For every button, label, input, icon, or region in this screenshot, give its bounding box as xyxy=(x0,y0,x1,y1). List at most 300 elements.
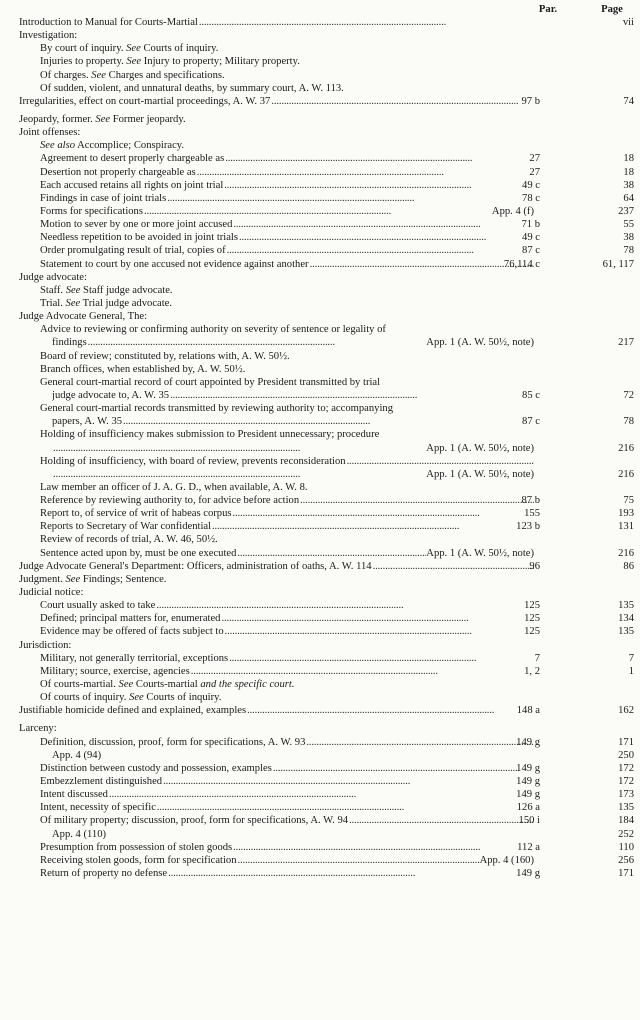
dot-leader xyxy=(156,599,534,612)
entry-label: Judge Advocate General's Department: Officers, administration of oaths, A. W. 114 xyxy=(19,560,372,572)
entry-label: Motion to sever by one or more joint accused xyxy=(40,219,233,231)
entry-heading xyxy=(40,801,156,814)
entry-text xyxy=(40,801,534,814)
page-number: 61, 117 xyxy=(602,258,634,270)
paragraph-number: 49 c xyxy=(522,179,540,191)
index-entry xyxy=(0,749,640,762)
page-number: 72 xyxy=(623,389,634,401)
page-number: 216 xyxy=(618,468,634,480)
see-reference: See xyxy=(95,113,111,125)
dot-leader xyxy=(239,231,534,244)
entry-label: Statement to court by one accused not evidence against another xyxy=(40,258,309,270)
entry-heading xyxy=(19,722,57,735)
entry-heading xyxy=(40,402,393,415)
entry-label: Review of records of trial, A. W. 46, 50½. xyxy=(40,534,218,546)
dot-leader xyxy=(247,704,534,717)
entry-text xyxy=(40,652,534,665)
index-entry xyxy=(0,402,640,415)
index-entry xyxy=(0,507,640,520)
page-number: 172 xyxy=(618,762,634,774)
entry-heading xyxy=(40,376,380,389)
entry-heading xyxy=(40,814,348,827)
entry-heading xyxy=(52,415,122,428)
index-entry xyxy=(0,736,640,749)
index-entry xyxy=(0,95,640,108)
entry-label: By court of inquiry. xyxy=(40,43,127,55)
index-entry xyxy=(0,139,640,152)
dot-leader xyxy=(88,336,427,349)
entry-label: Holding of insufficiency, with board of review, prevents reconsideration xyxy=(40,455,346,467)
page-number: 172 xyxy=(618,776,634,788)
paragraph-number: 149 g xyxy=(516,789,540,801)
paragraph-number: 125 xyxy=(524,626,540,638)
paragraph-number: 49 c xyxy=(522,232,540,244)
entry-heading xyxy=(40,841,232,854)
entry-label: Reference by reviewing authority to, for advice before action xyxy=(40,495,300,507)
entry-text xyxy=(40,612,534,625)
index-entry xyxy=(0,533,640,546)
entry-heading xyxy=(19,271,87,284)
page-number: 64 xyxy=(623,192,634,204)
dot-leader xyxy=(347,455,534,468)
entry-heading xyxy=(40,82,344,95)
paragraph-number: 27 xyxy=(529,166,540,178)
entry-text xyxy=(19,560,534,573)
entry-text xyxy=(19,639,534,652)
reference-target: Findings; Sentence. xyxy=(80,573,167,585)
appendix-reference: App. 4 (160) xyxy=(479,854,534,866)
paragraph-number: 125 xyxy=(524,600,540,612)
entry-text xyxy=(19,95,534,108)
entry-heading xyxy=(19,586,83,599)
entry-text xyxy=(40,55,534,68)
entry-heading xyxy=(19,573,166,586)
entry-label: Order promulgating result of trial, copies of xyxy=(40,245,226,257)
entry-heading xyxy=(19,310,147,323)
page-number: 256 xyxy=(618,854,634,866)
entry-label: Report to, of service of writ of habeas corpus xyxy=(40,508,232,520)
entry-text xyxy=(19,126,534,139)
dot-leader xyxy=(157,801,534,814)
paragraph-number: 27 xyxy=(529,153,540,165)
paragraph-number: 87 c xyxy=(522,245,540,257)
index-entry xyxy=(0,775,640,788)
entry-text xyxy=(40,363,534,376)
entry-label: Each accused retains all rights on joint trial xyxy=(40,179,224,191)
page-number: 134 xyxy=(618,613,634,625)
entry-text xyxy=(40,192,534,205)
entry-heading xyxy=(19,560,372,573)
index-entry xyxy=(0,678,640,691)
dot-leader xyxy=(227,244,534,257)
dot-leader xyxy=(168,867,534,880)
entry-text xyxy=(19,113,534,126)
appendix-reference: App. 1 (A. W. 50½, note) xyxy=(426,442,534,454)
entry-text xyxy=(19,310,534,323)
entry-text xyxy=(40,762,534,775)
entry-heading xyxy=(40,42,218,55)
entry-heading xyxy=(40,350,290,363)
index-entry xyxy=(0,841,640,854)
dot-leader xyxy=(229,652,534,665)
entry-label: Definition, discussion, proof, form for specifications, A. W. 93 xyxy=(40,736,306,748)
index-entry xyxy=(0,599,640,612)
entry-label: Holding of insufficiency makes submission to President unnecessary; procedure xyxy=(40,429,380,441)
entry-heading xyxy=(40,231,238,244)
entry-label: Introduction to Manual for Courts-Martial xyxy=(19,17,198,28)
entry-text xyxy=(40,231,534,244)
see-reference: See xyxy=(126,56,142,68)
entry-heading xyxy=(19,126,80,139)
index-entry xyxy=(0,625,640,638)
entry-heading xyxy=(40,192,166,205)
index-entry xyxy=(0,560,640,573)
entry-text xyxy=(40,841,534,854)
entry-heading xyxy=(40,363,245,376)
entry-heading xyxy=(52,389,169,402)
entry-text xyxy=(40,599,534,612)
entry-label: Board of review; constituted by, relations with, A. W. 50½. xyxy=(40,350,290,362)
page-number: 171 xyxy=(618,736,634,748)
entry-heading xyxy=(40,323,386,336)
appendix-reference: App. 4 (94) xyxy=(52,749,102,761)
dot-leader xyxy=(233,218,534,231)
index-entry xyxy=(0,69,640,82)
entry-label: Intent, necessity of specific xyxy=(40,802,156,814)
index-entry xyxy=(0,665,640,678)
index-entry xyxy=(0,455,640,468)
dot-leader xyxy=(233,841,534,854)
entry-label: Return of property no defense xyxy=(40,868,168,879)
entry-heading xyxy=(40,652,228,665)
dot-leader xyxy=(144,205,492,218)
entry-heading xyxy=(40,55,300,68)
index-entry xyxy=(0,762,640,775)
dot-leader xyxy=(191,665,534,678)
reference-target: Courts-martial xyxy=(133,679,201,691)
entry-heading xyxy=(40,775,162,788)
entry-label: judge advocate to, A. W. 35 xyxy=(52,389,170,401)
entry-text xyxy=(40,218,534,231)
entry-heading xyxy=(19,95,270,108)
index-entry xyxy=(0,258,640,271)
entry-heading xyxy=(19,639,71,652)
entry-label: Court usually asked to take xyxy=(40,600,156,612)
dot-leader xyxy=(109,788,534,801)
entry-label: Defined; principal matters for, enumerated xyxy=(40,613,221,625)
entry-label: Presumption from possession of stolen goods xyxy=(40,841,233,853)
paragraph-number: 125 xyxy=(524,613,540,625)
entry-label: Agreement to desert properly chargeable as xyxy=(40,153,225,165)
index-entry xyxy=(0,520,640,533)
reference-target: Accomplice; Conspiracy. xyxy=(75,140,185,152)
entry-text xyxy=(40,507,534,520)
dot-leader xyxy=(224,179,534,192)
page-number: 74 xyxy=(623,95,634,107)
paragraph-number: 87 c xyxy=(522,416,540,428)
entry-heading xyxy=(19,704,246,717)
entry-heading xyxy=(40,762,272,775)
entry-text xyxy=(52,749,534,762)
entry-heading xyxy=(40,258,309,271)
entry-text xyxy=(19,704,534,717)
index-entry xyxy=(0,231,640,244)
page-number: 110 xyxy=(618,841,634,853)
page-number: 250 xyxy=(618,749,634,761)
index-entry xyxy=(0,152,640,165)
entry-text xyxy=(40,323,534,336)
entry-label: Jeopardy, former. xyxy=(19,113,96,125)
reference-target: Courts of inquiry. xyxy=(140,43,219,55)
entry-text xyxy=(40,179,534,192)
paragraph-number: 96 xyxy=(529,560,540,572)
see-reference: See xyxy=(129,692,144,704)
index-entry xyxy=(0,814,640,827)
index-entry xyxy=(0,310,640,323)
paragraph-number: 155 xyxy=(524,508,540,520)
entry-heading xyxy=(19,16,198,29)
entry-label: Distinction between custody and possession, examples xyxy=(40,762,272,774)
entry-label: Branch offices, when established by, A. W. 50½. xyxy=(40,363,246,375)
page-number: 38 xyxy=(623,232,634,244)
page-number: 135 xyxy=(618,600,634,612)
entry-label: General court-martial records transmitted by reviewing authority to; accompanying xyxy=(40,403,394,415)
index-entry xyxy=(0,801,640,814)
index-entry xyxy=(0,82,640,95)
paragraph-number: 78 c xyxy=(522,192,540,204)
index-entry xyxy=(0,192,640,205)
entry-text xyxy=(40,547,534,560)
entry-text xyxy=(52,442,534,455)
entry-heading xyxy=(40,520,211,533)
index-entry xyxy=(0,179,640,192)
entry-label: Irregularities, effect on court-martial proceedings, A. W. 37 xyxy=(19,95,271,107)
par-column-header: Par. xyxy=(538,4,558,15)
page-number: 237 xyxy=(618,205,634,217)
entry-heading xyxy=(40,625,224,638)
entry-heading xyxy=(19,113,186,126)
entry-heading xyxy=(40,507,232,520)
index-entry xyxy=(0,652,640,665)
index-entry xyxy=(0,389,640,402)
appendix-reference: App. 4 (f) xyxy=(491,205,534,217)
index-entry xyxy=(0,323,640,336)
page-number: 18 xyxy=(623,166,634,178)
entry-text xyxy=(19,271,534,284)
entry-heading xyxy=(40,179,223,192)
entry-heading xyxy=(40,678,295,691)
page-number: 135 xyxy=(618,802,634,814)
page-number: 18 xyxy=(623,153,634,165)
entry-text xyxy=(40,691,534,704)
dot-leader xyxy=(271,95,534,108)
entry-heading xyxy=(40,297,172,310)
index-entry xyxy=(0,586,640,599)
index-entry xyxy=(0,297,640,310)
entry-label: papers, A. W. 35 xyxy=(52,416,123,428)
entry-label: Military; source, exercise, agencies xyxy=(40,665,190,677)
entry-text xyxy=(40,166,534,179)
appendix-reference: App. 1 (A. W. 50½, note) xyxy=(426,468,534,480)
entry-heading xyxy=(40,494,299,507)
index-entry xyxy=(0,691,640,704)
index-entry xyxy=(0,113,640,126)
entry-text xyxy=(40,814,534,827)
entry-text xyxy=(40,350,534,363)
entry-label: findings xyxy=(52,337,87,349)
entry-text xyxy=(52,389,534,402)
paragraph-number: 149 g xyxy=(516,736,540,748)
entry-label: Of courts-martial. xyxy=(40,679,119,691)
paragraph-number: 150 i xyxy=(518,815,540,827)
entry-label: Reports to Secretary of War confidential xyxy=(40,521,212,533)
entry-heading xyxy=(40,205,143,218)
entry-text xyxy=(52,828,534,841)
entry-text xyxy=(19,586,534,599)
paragraph-number: 85 c xyxy=(522,389,540,401)
entry-label: Embezzlement distinguished xyxy=(40,776,163,788)
entry-label: Jurisdiction: xyxy=(19,639,72,651)
dot-leader xyxy=(163,775,534,788)
index-entry xyxy=(0,573,640,586)
page-number: 252 xyxy=(618,828,634,840)
entry-text xyxy=(40,788,534,801)
entry-heading xyxy=(40,139,184,152)
paragraph-number: 126 a xyxy=(516,802,540,814)
entry-label: Judge Advocate General, The: xyxy=(19,311,148,323)
page-number: 216 xyxy=(618,547,634,559)
entry-text xyxy=(40,736,534,749)
page-number: 216 xyxy=(618,442,634,454)
paragraph-number: 1, 2 xyxy=(524,665,540,677)
reference-target: Former jeopardy. xyxy=(110,113,186,125)
entry-text xyxy=(52,336,534,349)
paragraph-number: 97 b xyxy=(521,95,540,107)
index-entry xyxy=(0,55,640,68)
reference-target: Charges and specifications. xyxy=(106,69,225,81)
entry-label: Advice to reviewing or confirming authority on severity of sentence or legality of xyxy=(40,324,386,336)
entry-text xyxy=(40,520,534,533)
index-entry xyxy=(0,16,640,29)
page-number: 86 xyxy=(623,560,634,572)
appendix-reference: App. 4 (110) xyxy=(52,828,107,840)
page-number: 217 xyxy=(618,337,634,349)
index-entry xyxy=(0,639,640,652)
entry-heading xyxy=(40,166,196,179)
paragraph-number: 7 xyxy=(534,652,540,664)
paragraph-number: 149 g xyxy=(516,776,540,788)
entry-label: Intent discussed xyxy=(40,789,108,801)
dot-leader xyxy=(167,192,534,205)
page-number: 131 xyxy=(618,521,634,533)
appendix-reference: App. 1 (A. W. 50½, note) xyxy=(426,547,534,559)
entry-heading xyxy=(40,533,218,546)
entry-label: Justifiable homicide defined and explained, examples xyxy=(19,705,247,717)
entry-label: Of military property; discussion, proof, form for specifications, A. W. 94 xyxy=(40,815,349,827)
entry-label: Of courts of inquiry. xyxy=(40,692,130,704)
column-header xyxy=(0,3,640,16)
entry-label: Larceny: xyxy=(19,723,57,735)
index-entry xyxy=(0,42,640,55)
entry-heading xyxy=(40,244,226,257)
index-entry xyxy=(0,854,640,867)
entry-heading xyxy=(40,665,190,678)
paragraph-number: 148 a xyxy=(516,705,540,717)
dot-leader xyxy=(237,547,426,560)
entry-text xyxy=(40,42,534,55)
entry-text xyxy=(40,775,534,788)
index-entry xyxy=(0,218,640,231)
index-entry xyxy=(0,29,640,42)
entry-text xyxy=(40,152,534,165)
entry-heading xyxy=(19,29,77,42)
entry-label: Desertion not properly chargeable as xyxy=(40,166,196,178)
index-entry xyxy=(0,271,640,284)
dot-leader xyxy=(170,389,534,402)
reference-target: Courts of inquiry. xyxy=(143,692,222,704)
entry-heading xyxy=(40,599,155,612)
reference-target: Trial judge advocate. xyxy=(80,297,173,309)
paragraph-number: 149 g xyxy=(516,762,540,774)
entry-text xyxy=(40,494,534,507)
entry-heading xyxy=(40,218,232,231)
see-reference: See xyxy=(65,573,81,585)
page-number: vii xyxy=(622,17,634,28)
index-entry xyxy=(0,867,640,880)
reference-target: Injury to property; Military property. xyxy=(141,56,300,68)
entry-heading xyxy=(40,736,305,749)
entry-heading xyxy=(40,788,108,801)
dot-leader xyxy=(212,520,534,533)
index-entry xyxy=(0,166,640,179)
entry-label: Joint offenses: xyxy=(19,127,81,139)
entry-text xyxy=(52,415,534,428)
dot-leader xyxy=(123,415,534,428)
page-number: 1 xyxy=(628,665,634,677)
entry-label: Judicial notice: xyxy=(19,587,84,599)
page-number: 184 xyxy=(618,815,634,827)
entry-text xyxy=(40,533,534,546)
entry-label: Of charges. xyxy=(40,69,92,81)
dot-leader xyxy=(225,625,534,638)
index-entry xyxy=(0,126,640,139)
entry-text xyxy=(40,625,534,638)
entry-label: Law member an officer of J. A. G. D., when available, A. W. 8. xyxy=(40,481,308,493)
entry-label: Injuries to property. xyxy=(40,56,127,68)
entry-label: Evidence may be offered of facts subject to xyxy=(40,626,224,638)
page-number: 162 xyxy=(618,705,634,717)
see-reference: See xyxy=(126,43,141,55)
index-entry xyxy=(0,336,640,349)
see-reference: See also xyxy=(40,140,76,152)
index-entry xyxy=(0,205,640,218)
entry-label: General court-martial record of court appointed by President transmitted by trial xyxy=(40,376,381,388)
entry-heading xyxy=(40,691,221,704)
paragraph-number: 112 a xyxy=(517,841,540,853)
index-entry xyxy=(0,415,640,428)
entry-text xyxy=(40,402,534,415)
reference-target: Staff judge advocate. xyxy=(80,284,173,296)
paragraph-number: 71 b xyxy=(521,219,540,231)
index-entry xyxy=(0,442,640,455)
entry-label: Staff. xyxy=(40,284,66,296)
index-entry xyxy=(0,350,640,363)
entry-label: Trial. xyxy=(40,297,66,309)
entry-text xyxy=(40,428,534,441)
entry-text xyxy=(40,678,534,691)
entry-heading xyxy=(40,428,379,441)
entry-text xyxy=(19,16,534,29)
